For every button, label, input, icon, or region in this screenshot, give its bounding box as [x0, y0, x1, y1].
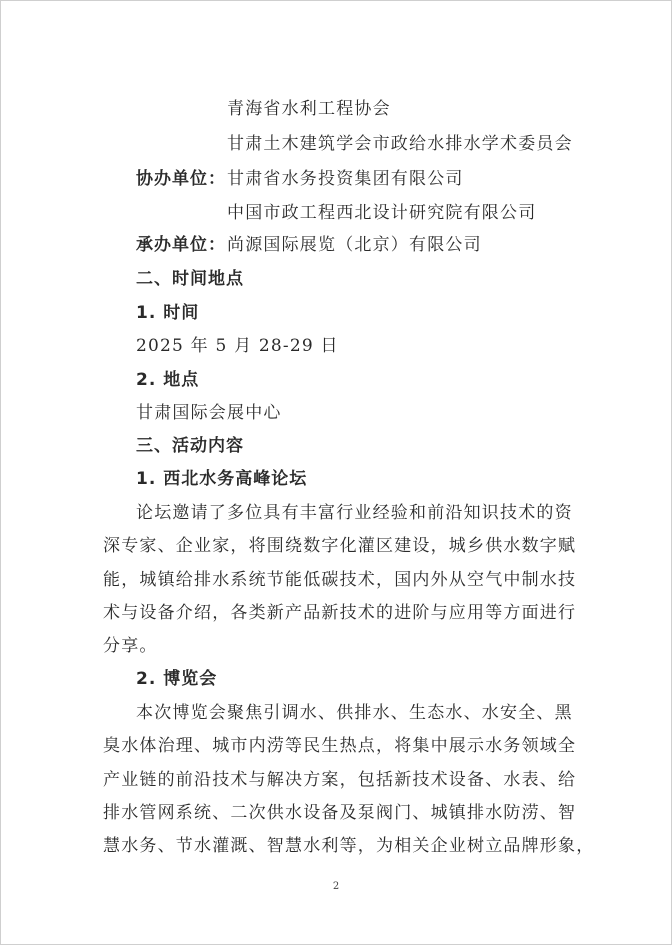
time-heading: 1. 时间: [136, 303, 200, 323]
organizer-line-2: 甘肃土木建筑学会市政给水排水学术委员会: [227, 134, 573, 154]
time-value: 2025 年 5 月 28-29 日: [136, 336, 339, 356]
organizer-line-1: 青海省水利工程协会: [227, 99, 391, 119]
forum-paragraph-line: 术与设备介绍，各类新产品新技术的进阶与应用等方面进行: [103, 603, 577, 623]
expo-heading: 2. 博览会: [136, 669, 218, 689]
expo-paragraph-line: 慧水务、节水灌溉、智慧水利等，为相关企业树立品牌形象，: [103, 836, 595, 856]
expo-paragraph-line: 产业链的前沿技术与解决方案，包括新技术设备、水表、给: [103, 770, 577, 790]
section-heading-time-place: 二、时间地点: [136, 269, 244, 289]
forum-paragraph-line: 深专家、企业家，将围绕数字化灌区建设，城乡供水数字赋: [103, 536, 577, 556]
place-value: 甘肃国际会展中心: [136, 403, 282, 423]
forum-paragraph-line: 分享。: [103, 636, 158, 656]
expo-paragraph-line: 本次博览会聚焦引调水、供排水、生态水、水安全、黑: [136, 703, 573, 723]
forum-paragraph-line: 论坛邀请了多位具有丰富行业经验和前沿知识技术的资: [136, 503, 573, 523]
co-organizer-label: 协办单位：: [136, 169, 226, 189]
co-organizer-1: 甘肃省水务投资集团有限公司: [227, 169, 464, 189]
forum-paragraph-line: 能，城镇给排水系统节能低碳技术，国内外从空气中制水技: [103, 570, 577, 590]
host-organizer: 尚源国际展览（北京）有限公司: [227, 235, 482, 255]
expo-paragraph-line: 排水管网系统、二次供水设备及泵阀门、城镇排水防涝、智: [103, 803, 577, 823]
expo-paragraph-line: 臭水体治理、城市内涝等民生热点，将集中展示水务领域全: [103, 736, 577, 756]
forum-heading: 1. 西北水务高峰论坛: [136, 469, 308, 489]
co-organizer-2: 中国市政工程西北设计研究院有限公司: [227, 203, 537, 223]
host-label: 承办单位：: [136, 235, 226, 255]
place-heading: 2. 地点: [136, 370, 200, 390]
section-heading-activities: 三、活动内容: [136, 436, 244, 456]
page-number: 2: [332, 881, 340, 892]
